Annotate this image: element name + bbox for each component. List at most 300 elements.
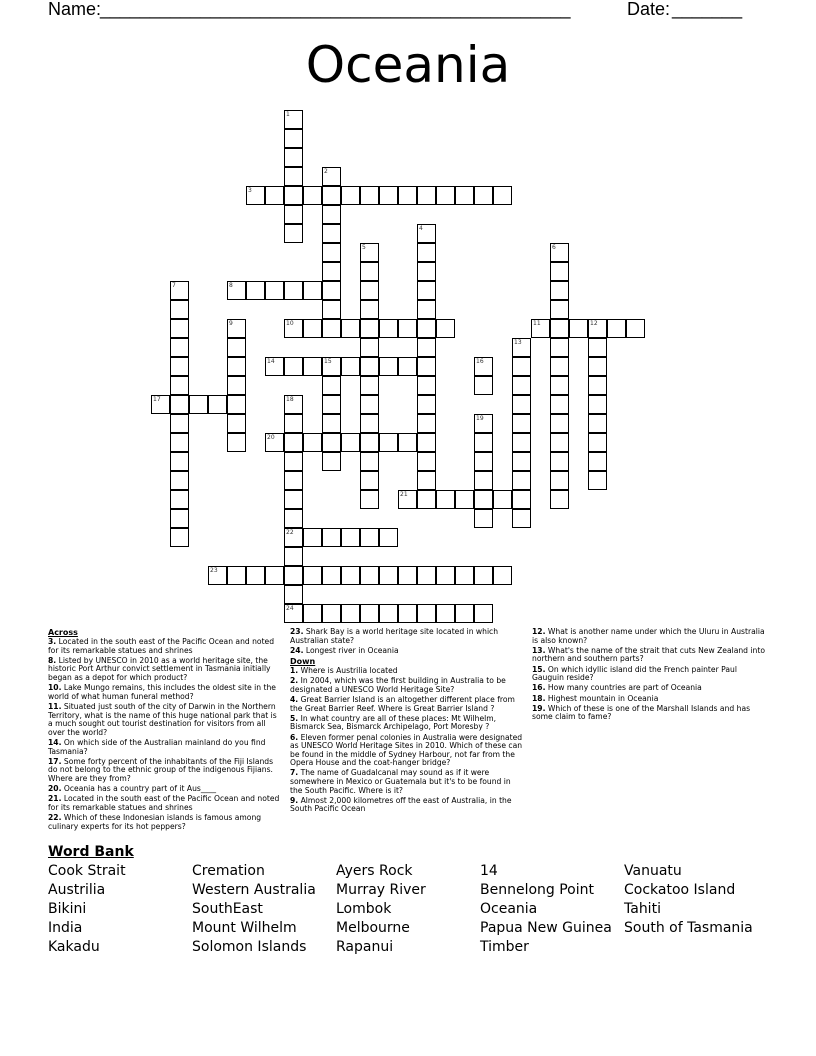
grid-cell[interactable] [379, 186, 398, 205]
grid-cell[interactable] [398, 357, 417, 376]
clue-number: 3 [248, 186, 252, 194]
grid-cell[interactable] [151, 395, 170, 414]
grid-cell[interactable] [436, 319, 455, 338]
grid-cell[interactable] [227, 414, 246, 433]
clue-item [532, 705, 767, 722]
grid-cell[interactable] [417, 262, 436, 281]
grid-cell[interactable] [322, 604, 341, 623]
grid-cell[interactable] [588, 433, 607, 452]
grid-cell[interactable] [417, 414, 436, 433]
grid-cell[interactable] [474, 357, 493, 376]
clue-text: Almost 2,000 kilometres off the east of Australia, in the South Pacific Ocean [290, 795, 512, 814]
grid-cell[interactable] [322, 376, 341, 395]
grid-cell[interactable] [550, 471, 569, 490]
grid-cell[interactable] [417, 243, 436, 262]
grid-cell[interactable] [455, 604, 474, 623]
word-bank-item: Cremation [192, 863, 265, 879]
clue-number: 20 [267, 433, 275, 441]
grid-cell[interactable] [417, 566, 436, 585]
grid-cell[interactable] [284, 224, 303, 243]
grid-cell[interactable] [417, 186, 436, 205]
crossword-grid [152, 110, 652, 630]
grid-cell[interactable] [626, 319, 645, 338]
clue-text: On which idyllic island did the French painter Paul Gauguin reside? [532, 664, 737, 683]
grid-cell[interactable] [284, 414, 303, 433]
grid-cell[interactable] [284, 148, 303, 167]
clue-item [532, 647, 767, 664]
grid-cell[interactable] [417, 300, 436, 319]
grid-cell[interactable] [322, 300, 341, 319]
grid-cell[interactable] [360, 262, 379, 281]
grid-cell[interactable] [512, 395, 531, 414]
word-bank-item: Murray River [336, 882, 426, 898]
clue-number: 5 [362, 243, 366, 251]
grid-cell[interactable] [322, 357, 341, 376]
clue-item [290, 734, 525, 768]
grid-cell[interactable] [246, 186, 265, 205]
clue-text: Listed by UNESCO in 2010 as a world heritage site, the historic Port Arthur convict settlement in Tasmania initially began as a depot for which product? [48, 655, 271, 682]
grid-cell[interactable] [322, 186, 341, 205]
clue-text: Oceania has a country part of it Aus____ [63, 784, 217, 794]
grid-cell[interactable] [512, 471, 531, 490]
grid-cell[interactable] [303, 357, 322, 376]
word-bank-item: Oceania [480, 901, 538, 917]
grid-cell[interactable] [322, 205, 341, 224]
clue-number: 14. [48, 737, 62, 747]
grid-cell[interactable] [550, 490, 569, 509]
grid-cell[interactable] [417, 604, 436, 623]
clue-item [48, 684, 283, 701]
clue-number: 22. [48, 813, 62, 823]
clues-column-3 [532, 628, 767, 724]
grid-cell[interactable] [398, 433, 417, 452]
grid-cell[interactable] [227, 395, 246, 414]
grid-cell[interactable] [379, 433, 398, 452]
grid-cell[interactable] [170, 357, 189, 376]
grid-cell[interactable] [398, 490, 417, 509]
clue-number: 2 [324, 167, 328, 175]
grid-cell[interactable] [265, 186, 284, 205]
grid-cell[interactable] [417, 395, 436, 414]
grid-cell[interactable] [398, 566, 417, 585]
clue-number: 6 [552, 243, 556, 251]
clue-number: 11 [533, 319, 541, 327]
grid-cell[interactable] [170, 509, 189, 528]
clue-number: 19. [532, 703, 546, 713]
word-bank-item: Solomon Islands [192, 939, 307, 955]
grid-cell[interactable] [284, 205, 303, 224]
grid-cell[interactable] [322, 414, 341, 433]
clue-number: 10. [48, 683, 62, 693]
grid-cell[interactable] [265, 281, 284, 300]
grid-cell[interactable] [588, 395, 607, 414]
word-bank-item: Lombok [336, 901, 392, 917]
clue-number: 12. [532, 627, 546, 636]
grid-cell[interactable] [417, 224, 436, 243]
clue-item [532, 695, 767, 704]
grid-cell[interactable] [436, 186, 455, 205]
clue-number: 19 [476, 414, 484, 422]
clue-number: 20. [48, 784, 62, 794]
clue-number: 21. [48, 794, 62, 804]
grid-cell[interactable] [284, 452, 303, 471]
grid-cell[interactable] [550, 243, 569, 262]
clue-number: 12 [590, 319, 598, 327]
grid-cell[interactable] [398, 604, 417, 623]
clue-item [48, 785, 283, 794]
grid-cell[interactable] [493, 490, 512, 509]
clue-text: Highest mountain in Oceania [547, 693, 659, 703]
grid-cell[interactable] [474, 566, 493, 585]
word-bank-item: Melbourne [336, 920, 410, 936]
clue-item [290, 667, 525, 676]
word-bank-item: Austrilia [48, 882, 106, 898]
grid-cell[interactable] [588, 471, 607, 490]
grid-cell[interactable] [512, 433, 531, 452]
clue-number: 14 [267, 357, 275, 365]
grid-cell[interactable] [360, 357, 379, 376]
grid-cell[interactable] [246, 566, 265, 585]
grid-cell[interactable] [398, 319, 417, 338]
grid-cell[interactable] [360, 566, 379, 585]
grid-cell[interactable] [360, 490, 379, 509]
grid-cell[interactable] [284, 585, 303, 604]
grid-cell[interactable] [265, 357, 284, 376]
clue-text: Located in the south east of the Pacific Ocean and noted for its remarkable statues and shrines [48, 794, 280, 812]
clue-number: 13. [532, 645, 546, 655]
grid-cell[interactable] [322, 281, 341, 300]
clue-text: What's the name of the strait that cuts New Zealand into northern and southern parts? [532, 645, 765, 664]
grid-cell[interactable] [588, 376, 607, 395]
clue-number: 13 [514, 338, 522, 346]
grid-cell[interactable] [379, 319, 398, 338]
clue-item [290, 797, 525, 814]
grid-cell[interactable] [512, 357, 531, 376]
grid-cell[interactable] [303, 186, 322, 205]
clue-number: 24 [286, 604, 294, 612]
grid-cell[interactable] [360, 433, 379, 452]
grid-cell[interactable] [417, 281, 436, 300]
grid-cell[interactable] [170, 395, 189, 414]
grid-cell[interactable] [170, 281, 189, 300]
grid-cell[interactable] [322, 319, 341, 338]
clue-item [48, 758, 283, 784]
across-heading: Across [48, 628, 78, 637]
grid-cell[interactable] [455, 490, 474, 509]
grid-cell[interactable] [474, 414, 493, 433]
clue-number: 2. [290, 676, 299, 686]
grid-cell[interactable] [588, 357, 607, 376]
clue-text: Which of these is one of the Marshall Islands and has some claim to fame? [532, 703, 751, 722]
grid-cell[interactable] [303, 528, 322, 547]
grid-cell[interactable] [550, 357, 569, 376]
grid-cell[interactable] [284, 129, 303, 148]
grid-cell[interactable] [379, 604, 398, 623]
grid-cell[interactable] [474, 376, 493, 395]
grid-cell[interactable] [417, 452, 436, 471]
grid-cell[interactable] [322, 528, 341, 547]
grid-cell[interactable] [341, 357, 360, 376]
clue-text: Great Barrier Island is an altogether different place from the Great Barrier Reef. Where is Great Barrier Island ? [290, 694, 515, 713]
clue-item [290, 628, 525, 645]
word-bank [48, 843, 788, 957]
clue-number: 17 [153, 395, 161, 403]
grid-cell[interactable] [379, 566, 398, 585]
grid-cell[interactable] [303, 281, 322, 300]
grid-cell[interactable] [284, 566, 303, 585]
grid-cell[interactable] [341, 433, 360, 452]
grid-cell[interactable] [550, 376, 569, 395]
word-bank-item: Western Australia [192, 882, 316, 898]
grid-cell[interactable] [303, 319, 322, 338]
grid-cell[interactable] [493, 566, 512, 585]
grid-cell[interactable] [265, 566, 284, 585]
grid-cell[interactable] [170, 338, 189, 357]
clue-text: In 2004, which was the first building in Australia to be designated a UNESCO World Heritage Site? [290, 676, 506, 694]
word-bank-item: Mount Wilhelm [192, 920, 297, 936]
grid-cell[interactable] [170, 452, 189, 471]
clue-item [532, 666, 767, 683]
clue-number: 10 [286, 319, 294, 327]
clue-number: 4 [419, 224, 423, 232]
grid-cell[interactable] [170, 300, 189, 319]
grid-cell[interactable] [607, 319, 626, 338]
word-bank-item: Cockatoo Island [624, 882, 736, 898]
grid-cell[interactable] [417, 338, 436, 357]
grid-cell[interactable] [455, 186, 474, 205]
grid-cell[interactable] [417, 319, 436, 338]
clue-number: 15 [324, 357, 332, 365]
grid-cell[interactable] [322, 262, 341, 281]
grid-cell[interactable] [284, 186, 303, 205]
clue-item [290, 715, 525, 732]
date-label: Date: [627, 0, 671, 19]
grid-cell[interactable] [398, 186, 417, 205]
clue-text: In what country are all of these places: Mt Wilhelm, Bismarck Sea, Bismarck Archipelago, Port Moresby ? [290, 713, 497, 732]
grid-cell[interactable] [170, 471, 189, 490]
grid-cell[interactable] [284, 319, 303, 338]
word-bank-item: Timber [480, 939, 529, 955]
grid-cell[interactable] [170, 528, 189, 547]
grid-cell[interactable] [360, 186, 379, 205]
grid-cell[interactable] [550, 452, 569, 471]
grid-cell[interactable] [227, 281, 246, 300]
grid-cell[interactable] [208, 566, 227, 585]
grid-cell[interactable] [170, 376, 189, 395]
grid-cell[interactable] [493, 186, 512, 205]
word-bank-item: Kakadu [48, 939, 100, 955]
word-bank-item: Ayers Rock [336, 863, 413, 879]
grid-cell[interactable] [360, 243, 379, 262]
grid-cell[interactable] [455, 566, 474, 585]
grid-cell[interactable] [436, 566, 455, 585]
grid-cell[interactable] [417, 433, 436, 452]
clue-number: 8 [229, 281, 233, 289]
grid-cell[interactable] [360, 338, 379, 357]
grid-cell[interactable] [550, 300, 569, 319]
grid-cell[interactable] [417, 471, 436, 490]
grid-cell[interactable] [360, 376, 379, 395]
clue-number: 18 [286, 395, 294, 403]
grid-cell[interactable] [360, 528, 379, 547]
grid-cell[interactable] [227, 338, 246, 357]
grid-cell[interactable] [227, 376, 246, 395]
clue-item [48, 795, 283, 812]
word-bank-item: Cook Strait [48, 863, 126, 879]
grid-cell[interactable] [284, 547, 303, 566]
word-bank-item: SouthEast [192, 901, 263, 917]
grid-cell[interactable] [512, 509, 531, 528]
word-bank-item: 14 [480, 863, 498, 879]
word-bank-item: Rapanui [336, 939, 394, 955]
grid-cell[interactable] [284, 357, 303, 376]
grid-cell[interactable] [322, 566, 341, 585]
grid-cell[interactable] [246, 281, 265, 300]
grid-cell[interactable] [588, 452, 607, 471]
grid-cell[interactable] [550, 281, 569, 300]
word-bank-list [48, 862, 788, 957]
clue-number: 9. [290, 795, 299, 805]
grid-cell[interactable] [550, 319, 569, 338]
grid-cell[interactable] [303, 604, 322, 623]
grid-cell[interactable] [227, 566, 246, 585]
clue-item [290, 677, 525, 694]
grid-cell[interactable] [512, 452, 531, 471]
grid-cell[interactable] [417, 490, 436, 509]
clue-number: 16 [476, 357, 484, 365]
grid-cell[interactable] [322, 433, 341, 452]
name-field[interactable]: _______________________________________________ [100, 0, 571, 19]
grid-cell[interactable] [569, 319, 588, 338]
grid-cell[interactable] [360, 281, 379, 300]
grid-cell[interactable] [474, 186, 493, 205]
grid-cell[interactable] [170, 319, 189, 338]
grid-cell[interactable] [284, 509, 303, 528]
grid-cell[interactable] [284, 281, 303, 300]
clue-text: Lake Mungo remains, this includes the oldest site in the world of what human funeral method? [48, 683, 276, 701]
grid-cell[interactable] [341, 604, 360, 623]
grid-cell[interactable] [436, 490, 455, 509]
grid-cell[interactable] [360, 452, 379, 471]
clue-number: 1 [286, 110, 290, 118]
grid-cell[interactable] [512, 338, 531, 357]
grid-cell[interactable] [379, 528, 398, 547]
grid-cell[interactable] [474, 452, 493, 471]
grid-cell[interactable] [265, 433, 284, 452]
grid-cell[interactable] [284, 167, 303, 186]
grid-cell[interactable] [189, 395, 208, 414]
grid-cell[interactable] [588, 414, 607, 433]
grid-cell[interactable] [360, 604, 379, 623]
grid-cell[interactable] [550, 395, 569, 414]
clue-text: On which side of the Australian mainland do you find Tasmania? [48, 737, 266, 756]
clue-number: 6. [290, 732, 299, 742]
grid-cell[interactable] [588, 338, 607, 357]
clue-text: What is another name under which the Uluru in Australia is also known? [532, 627, 765, 645]
grid-cell[interactable] [512, 414, 531, 433]
grid-cell[interactable] [303, 433, 322, 452]
grid-cell[interactable] [284, 490, 303, 509]
grid-cell[interactable] [341, 566, 360, 585]
grid-cell[interactable] [550, 414, 569, 433]
grid-cell[interactable] [341, 319, 360, 338]
grid-cell[interactable] [474, 604, 493, 623]
grid-cell[interactable] [170, 490, 189, 509]
grid-cell[interactable] [341, 186, 360, 205]
grid-cell[interactable] [322, 452, 341, 471]
clues-column-1 [48, 628, 283, 833]
grid-cell[interactable] [512, 490, 531, 509]
grid-cell[interactable] [550, 262, 569, 281]
grid-cell[interactable] [322, 243, 341, 262]
grid-cell[interactable] [303, 566, 322, 585]
grid-cell[interactable] [474, 509, 493, 528]
clue-number: 15. [532, 664, 546, 674]
clue-number: 3. [48, 637, 57, 646]
down-heading: Down [290, 656, 316, 666]
grid-cell[interactable] [227, 319, 246, 338]
grid-cell[interactable] [341, 528, 360, 547]
clue-item [532, 628, 767, 645]
grid-cell[interactable] [360, 395, 379, 414]
clue-number: 22 [286, 528, 294, 536]
word-bank-title: Word Bank [48, 844, 134, 860]
grid-cell[interactable] [512, 376, 531, 395]
grid-cell[interactable] [227, 357, 246, 376]
grid-cell[interactable] [170, 433, 189, 452]
word-bank-item: Bennelong Point [480, 882, 595, 898]
grid-cell[interactable] [417, 357, 436, 376]
grid-cell[interactable] [284, 528, 303, 547]
grid-cell[interactable] [284, 604, 303, 623]
grid-cell[interactable] [550, 338, 569, 357]
clue-item [290, 769, 525, 795]
clue-number: 5. [290, 713, 299, 723]
clue-number: 18. [532, 693, 546, 703]
grid-cell[interactable] [360, 414, 379, 433]
word-bank-item: South of Tasmania [624, 920, 753, 936]
grid-cell[interactable] [322, 395, 341, 414]
grid-cell[interactable] [436, 604, 455, 623]
grid-cell[interactable] [322, 224, 341, 243]
grid-cell[interactable] [360, 471, 379, 490]
clue-text: Where is Austrilia located [300, 665, 398, 675]
grid-cell[interactable] [474, 433, 493, 452]
grid-cell[interactable] [284, 433, 303, 452]
grid-cell[interactable] [284, 471, 303, 490]
grid-cell[interactable] [322, 167, 341, 186]
grid-cell[interactable] [417, 376, 436, 395]
date-field[interactable]: _______ [672, 0, 743, 19]
clue-number: 23. [290, 627, 304, 636]
clue-item [532, 684, 767, 693]
grid-cell[interactable] [474, 471, 493, 490]
grid-cell[interactable] [360, 319, 379, 338]
grid-cell[interactable] [531, 319, 550, 338]
grid-cell[interactable] [208, 395, 227, 414]
clue-number: 24. [290, 645, 304, 655]
grid-cell[interactable] [284, 395, 303, 414]
grid-cell[interactable] [227, 433, 246, 452]
grid-cell[interactable] [474, 490, 493, 509]
grid-cell[interactable] [550, 433, 569, 452]
grid-cell[interactable] [170, 414, 189, 433]
grid-cell[interactable] [360, 300, 379, 319]
clue-text: Located in the south east of the Pacific Ocean and noted for its remarkable statues and shrines [48, 637, 275, 655]
grid-cell[interactable] [284, 110, 303, 129]
grid-cell[interactable] [588, 319, 607, 338]
grid-cell[interactable] [379, 357, 398, 376]
